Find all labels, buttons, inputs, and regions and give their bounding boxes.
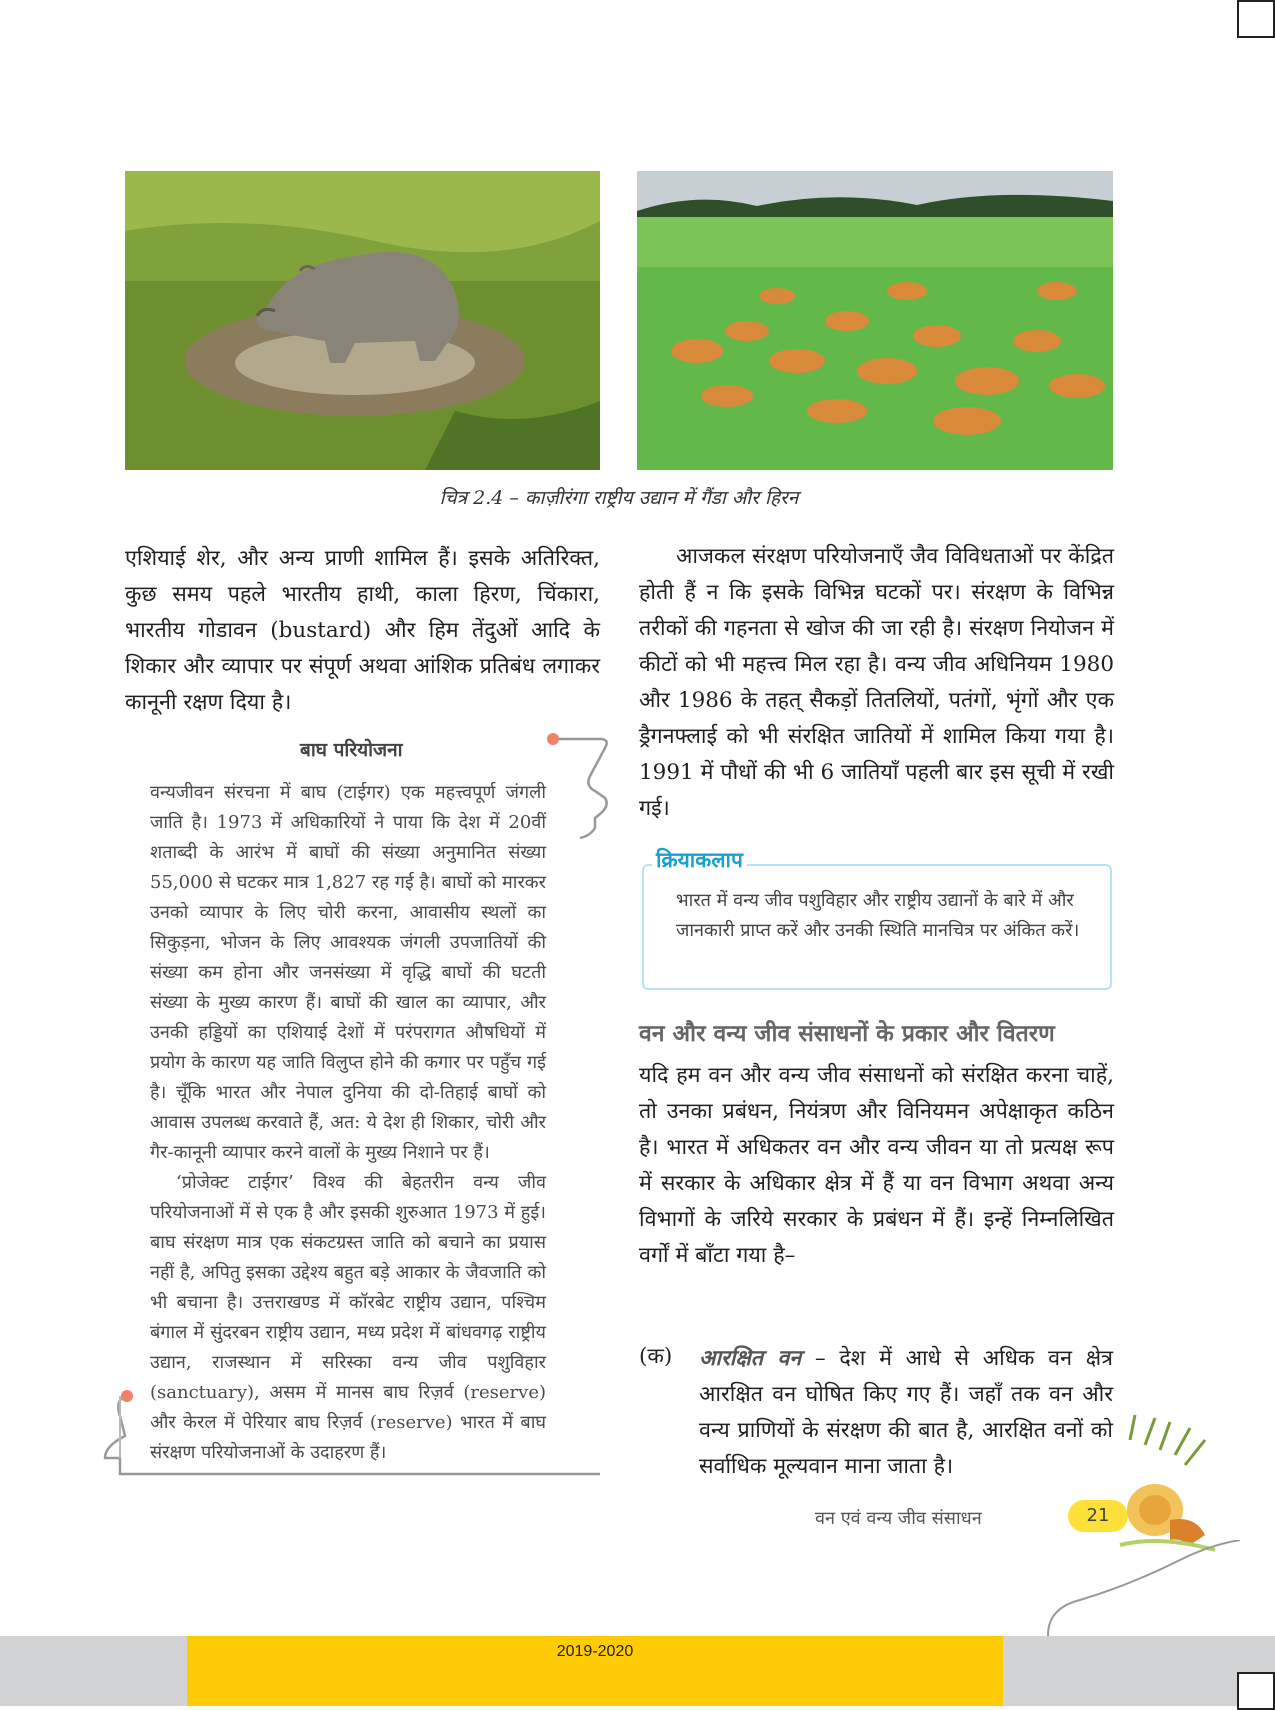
crop-mark-top [1237, 0, 1275, 38]
deer-herd-photo [637, 171, 1113, 470]
list-item-text: – देश में आधे से अधिक वन क्षेत्र आरक्षित वन घोषित किए गए हैं। जहाँ तक वन और वन्य प्राणियों के संरक्षण की बात है, आरक्षित वनों को सर्वाधिक मूल्यवान माना जाता है। [699, 1346, 1113, 1479]
footer-year-band [187, 1636, 1003, 1706]
box-bullet-bottom [121, 1390, 133, 1402]
right-paragraph-2: यदि हम वन और वन्य जीव संसाधनों को संरक्षित करना चाहें, तो उनका प्रबंधन, नियंत्रण और विनियमन अपेक्षाकृत कठिन है। भारत में अधिकतर वन और वन्य जीवन या तो प्रत्यक्ष रूप में सरकार के अधिकार क्षेत्र में हैं या वन विभाग अथवा अन्य विभागों के जरिये सरकार के प्रबंधन में हैं। इन्हें निम्नलिखित वर्गों में बाँटा गया है– [639, 1063, 1114, 1268]
figure-caption: चित्र 2.4 – काज़ीरंगा राष्ट्रीय उद्यान में गैंडा और हिरन [439, 487, 799, 509]
activity-text: भारत में वन्य जीव पशुविहार और राष्ट्रीय उद्यानों के बारे में और जानकारी प्राप्त करें और उनकी स्थिति मानचित्र पर अंकित करें। [676, 890, 1080, 941]
tiger-box-paragraph-2: ‘प्रोजेक्ट टाईगर’ विश्व की बेहतरीन वन्य जीव परियोजनाओं में से एक है और इसकी शुरुआत 1973 में हुई। बाघ संरक्षण मात्र एक संकटग्रस्त जाति को बचाने का प्रयास नहीं है, अपितु इसका उद्देश्य बहुत बड़े आकार के जैवजाति को भी बचाना है। उत्तराखण्ड में कॉरबेट राष्ट्रीय उद्यान, पश्चिम बंगाल में सुंदरबन राष्ट्रीय उद्यान, मध्य प्रदेश में बांधवगढ़ राष्ट्रीय उद्यान, राजस्थान में सरिस्का वन्य जीव पशुविहार (sanctuary), असम में मानस बाघ रिज़र्व (reserve) और केरल में पेरियार बाघ रिज़र्व (reserve) भारत में बाघ संरक्षण परियोजनाओं के उदाहरण हैं। [150, 1172, 546, 1463]
rhino-photo [125, 171, 600, 470]
tiger-box-paragraph-1: वन्यजीवन संरचना में बाघ (टाईगर) एक महत्त्वपूर्ण जंगली जाति है। 1973 में अधिकारियों ने पाया कि देश में 20वीं शताब्दी के आरंभ में बाघों की संख्या अनुमानित संख्या 55,000 से घटकर मात्र 1,827 रह गई है। बाघों को मारकर उनको व्यापार के लिए चोरी करना, आवासीय स्थलों का सिकुड़ना, भोजन के लिए आवश्यक जंगली उपजातियों की संख्या कम होना और जनसंख्या में वृद्धि बाघों की घटती संख्या के मुख्य कारण हैं। बाघों की खाल का व्यापार, और उनकी हड्डियों का एशियाई देशों में परंपरागत औषधियों में प्रयोग के कारण यह जाति विलुप्त होने की कगार पर पहुँच गई है। चूँकि भारत और नेपाल दुनिया की दो-तिहाई बाघों को आवास उपलब्ध करवाते हैं, अत: ये देश ही शिकार, चोरी और गैर-कानूनी व्यापार करने वालों के मुख्य निशाने पर हैं। [150, 782, 546, 1163]
box-bullet-top [547, 733, 559, 745]
decorative-curve [1040, 1540, 1240, 1650]
tiger-box-title: बाघ परियोजना [300, 739, 403, 761]
right-paragraph-1: आजकल संरक्षण परियोजनाएँ जैव विविधताओं पर केंद्रित होती हैं न कि इसके विभिन्न घटकों पर। संरक्षण के विभिन्न तरीकों की गहनता से खोज की जा रही है। संरक्षण नियोजन में कीटों को भी महत्त्व मिल रहा है। वन्य जीव अधिनियम 1980 और 1986 के तहत् सैकड़ों तितलियों, पतंगों, भृंगों और एक ड्रैगनफ्लाई को भी संरक्षित जातियों में शामिल किया गया है। 1991 में पौधों की भी 6 जातियाँ पहली बार इस सूची में रखी गई। [639, 544, 1114, 821]
left-paragraph: एशियाई शेर, और अन्य प्राणी शामिल हैं। इसके अतिरिक्त, कुछ समय पहले भारतीय हाथी, काला हिरण, चिंकारा, भारतीय गोडावन (bustard) और हिम तेंदुओं आदि के शिकार और व्यापार पर संपूर्ण अथवा आंशिक प्रतिबंध लगाकर कानूनी रक्षण दिया है। [125, 546, 600, 715]
chapter-footer-title: वन एवं वन्य जीव संसाधन [815, 1508, 982, 1529]
footer-year: 2019-2020 [556, 1643, 634, 1660]
lion-mascot-icon [1110, 1410, 1220, 1560]
section-heading: वन और वन्य जीव संसाधनों के प्रकार और वितरण [639, 1020, 1055, 1047]
list-item [699, 1341, 1113, 1485]
activity-label: क्रियाकलाप [652, 846, 747, 874]
crop-mark-bottom [1237, 1672, 1275, 1710]
tiger-box-body [150, 778, 546, 1468]
list-item-marker: (क) [639, 1344, 673, 1369]
list-item-term: आरक्षित वन [699, 1346, 802, 1371]
page-number-badge: 21 [1068, 1500, 1128, 1532]
